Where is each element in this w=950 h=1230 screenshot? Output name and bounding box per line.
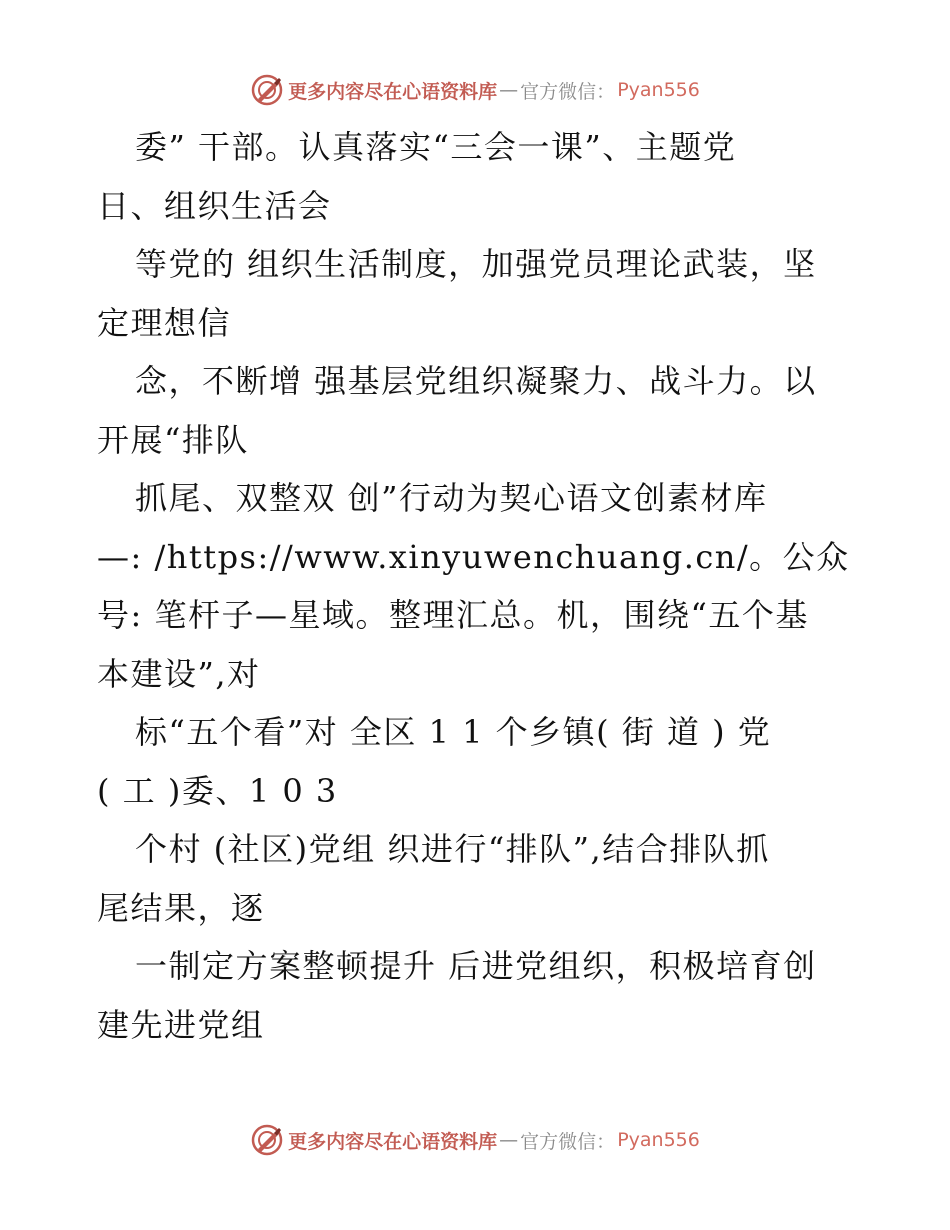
text-line: 委” 干部。认真落实“三会一课”、主题党 [135, 128, 737, 166]
watermark-wechat-id: Pyan556 [617, 1129, 700, 1151]
text-line: 尾结果，逐 [97, 888, 265, 927]
text-line: 一制定方案整顿提升 后进党组织，积极培育创 [135, 947, 817, 985]
header-watermark [0, 72, 950, 108]
watermark-dash: — [499, 1129, 519, 1151]
text-line: —: /https://www.xinyuwenchuang.cn/。公众 [97, 537, 850, 576]
text-line: 本建设”,对 [97, 654, 261, 693]
pen-logo-icon [250, 73, 284, 107]
text-line: 号: 笔杆子—星域。整理汇总。机，围绕“五个基 [97, 596, 809, 634]
text-line: ( 工 )委、1 0 3 [97, 771, 338, 810]
pen-logo-icon [250, 1123, 284, 1157]
watermark-main-text: 更多内容尽在心语资料库 [288, 80, 498, 103]
text-line: 个村 (社区)党组 织进行“排队”,结合排队抓 [135, 830, 770, 868]
text-line: 建先进党组 [97, 1005, 265, 1044]
text-line: 日、组织生活会 [97, 186, 332, 225]
text-line: 定理想信 [97, 303, 232, 342]
text-line: 等党的 组织生活制度，加强党员理论武装，坚 [135, 245, 817, 283]
document-body [97, 118, 857, 1054]
text-line: 念，不断增 强基层党组织凝聚力、战斗力。以 [135, 362, 817, 400]
text-line: 开展“排队 [97, 420, 249, 459]
watermark-wechat-label: 官方微信： [520, 1130, 616, 1153]
text-line: 抓尾、双整双 创”行动为契心语文创素材库 [135, 479, 768, 517]
watermark-wechat-id: Pyan556 [617, 79, 700, 101]
footer-watermark [0, 1122, 950, 1158]
text-line: 标“五个看”对 全区 1 1 个乡镇( 街 道 ) 党 [135, 713, 772, 751]
watermark-main-text: 更多内容尽在心语资料库 [288, 1130, 498, 1153]
watermark-wechat-label: 官方微信： [520, 80, 616, 103]
watermark-dash: — [499, 79, 519, 101]
